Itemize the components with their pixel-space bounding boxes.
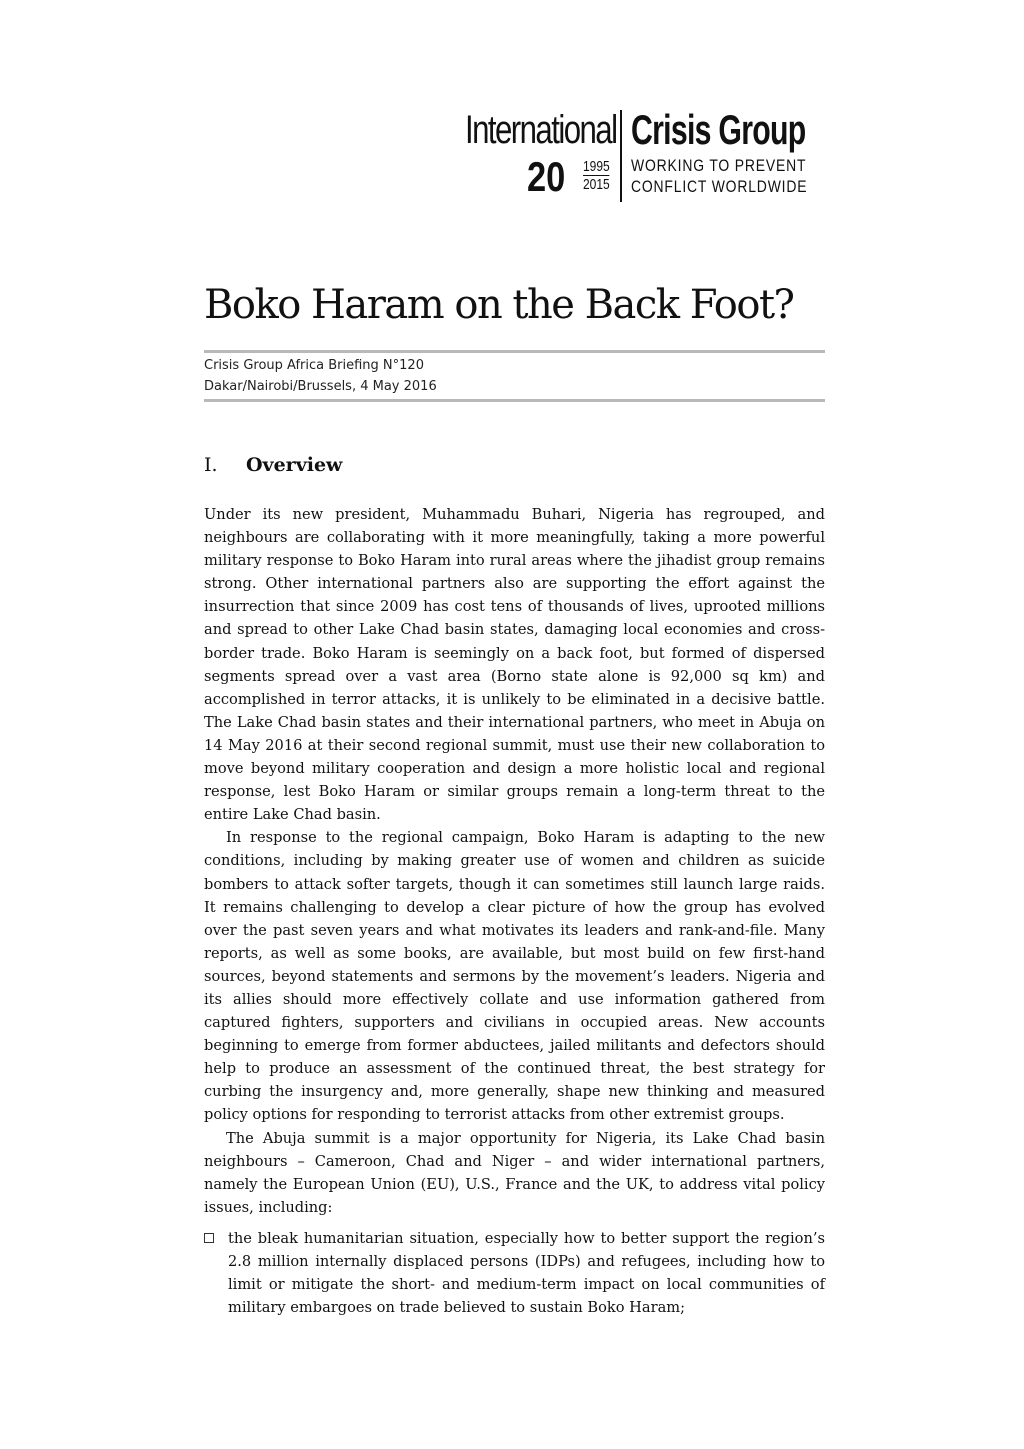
logo-tagline	[631, 155, 807, 197]
section-number: I.	[204, 454, 218, 476]
logo-years	[583, 158, 610, 193]
briefing-number: Crisis Group Africa Briefing N°120	[204, 358, 424, 373]
paragraph: Under its new president, Muhammadu Buhari, Nigeria has regrouped, and neighbours are collaborating with it more meaningfully, taking a more powerful military response to Boko Haram into rural areas where the jihadist group remains strong. Other international partners also are supporting the effort against the insurrection that since 2009 has cost tens of thousands of lives, uprooted millions and spread to other Lake Chad basin states, damaging local economies and cross-border trade. Boko Haram is seemingly on a back foot, but formed of dispersed segments spread over a vast area (Borno state alone is 92,000 sq km) and accomplished in terror attacks, it is unlikely to be eliminated in a decisive battle. The Lake Chad basin states and their international partners, who meet in Abuja on 14 May 2016 at their second regional summit, must use their new collaboration to move beyond military cooperation and design a more holistic local and regional response, lest Boko Haram or similar groups remain a long-term threat to the entire Lake Chad basin.	[204, 506, 825, 824]
paragraph: The Abuja summit is a major opportunity for Nigeria, its Lake Chad basin neighbours – Cameroon, Chad and Niger – and wider international partners, namely the European Union (EU), U.S., France and the UK, to address vital policy issues, including:	[204, 1129, 825, 1216]
bottom-rule	[204, 399, 825, 402]
section-heading	[204, 454, 342, 476]
crisis-group-logo	[465, 108, 835, 198]
document-title: Boko Haram on the Back Foot?	[204, 282, 794, 328]
logo-international-text: International	[465, 108, 617, 152]
square-bullet-icon	[204, 1233, 214, 1243]
logo-year-start: 1995	[583, 158, 610, 175]
place-date: Dakar/Nairobi/Brussels, 4 May 2016	[204, 379, 437, 394]
logo-year-end: 2015	[583, 176, 610, 193]
paragraph: In response to the regional campaign, Boko Haram is adapting to the new conditions, including by making greater use of women and children as suicide bombers to attack softer targets, though it can sometimes still launch large raids. It remains challenging to develop a clear picture of how the group has evolved over the past seven years and what motivates its leaders and rank-and-file. Many reports, as well as some books, are available, but most build on few first-hand sources, beyond statements and sermons by the movement’s leaders. Nigeria and its allies should more effectively collate and use information gathered from captured fighters, supporters and civilians in occupied areas. New accounts beginning to emerge from former abductees, jailed militants and defectors should help to produce an assessment of the continued threat, the best strategy for curbing the insurgency and, more generally, shape new thinking and measured policy options for responding to terrorist attacks from other extremist groups.	[204, 829, 825, 1124]
bullet-list	[204, 1227, 825, 1319]
logo-anniversary-number: 20	[527, 153, 566, 200]
logo-tagline-line-1: WORKING TO PREVENT	[631, 156, 807, 175]
list-item-text: the bleak humanitarian situation, especially how to better support the region’s 2.8 million internally displaced persons (IDPs) and refugees, including how to limit or mitigate the short- and medium-term impact on local communities of military embargoes on trade believed to sustain Boko Haram;	[228, 1229, 825, 1317]
logo-org-name: Crisis Group	[631, 106, 806, 153]
document-body	[204, 503, 825, 1319]
list-item	[204, 1227, 825, 1319]
section-name: Overview	[246, 454, 343, 476]
logo-tagline-line-2: CONFLICT WORLDWIDE	[631, 177, 808, 196]
logo-divider	[620, 110, 622, 202]
top-rule	[204, 350, 825, 353]
